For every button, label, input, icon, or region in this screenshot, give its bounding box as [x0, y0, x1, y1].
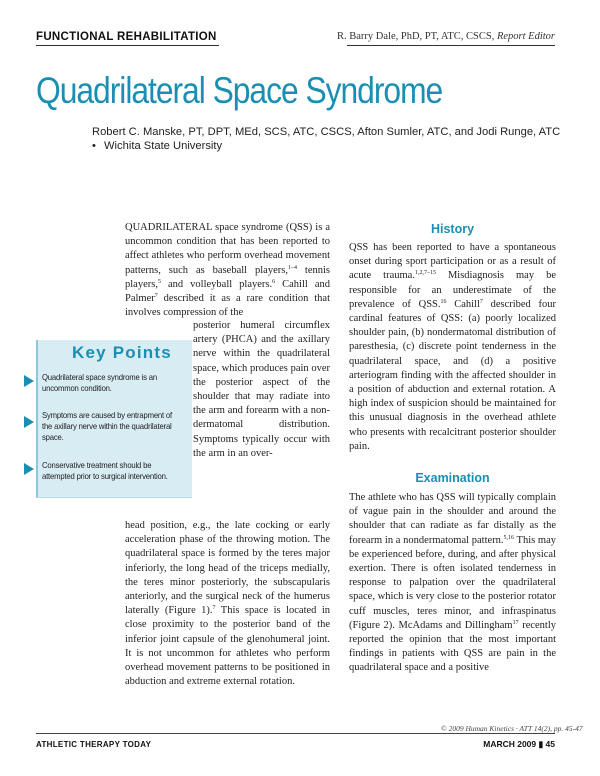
issue-page: MARCH 2009 ▮ 45	[483, 739, 555, 749]
arrow-right-icon	[24, 375, 34, 387]
affiliation-text: Wichita State University	[104, 140, 223, 152]
history-paragraph: QSS has been reported to have a spontaneous onset during sport participation or as a result of acute trauma.$^{1,2,7-15}$ Misdiagnosis may be responsible for an underestimate of the prevalence of QSS.$^{16}$ Cahill$^7$ described four cardinal features of QSS: (a) poorly localized shoulder pain, (b) nondermatomal distribution of paresthesia, (c) discrete point tenderness in the quadrilateral space, and (d) a positive arteriogram finding with the affected shoulder in a position of abduction and external rotation. A high index of suspicion should be maintained for this unusual diagnosis in the overhead athlete who presents with recalcitrant posterior shoulder pain.	[349, 242, 556, 452]
article-title: Quadrilateral Space Syndrome	[36, 70, 443, 111]
key-point-item: Quadrilateral space syndrome is an uncommon condition.	[42, 372, 157, 393]
examination-heading: Examination	[415, 471, 490, 485]
key-points-title: Key Points	[72, 343, 172, 362]
arrow-right-icon	[24, 416, 34, 428]
intro-paragraph-top: QUADRILATERAL space syndrome (QSS) is a uncommon condition that has been reported to affect athletes who perform overhead movement patterns, such as baseball players,$^{1-4}$ tennis players,$^5$ and volleyball players.$^6$ Cahill and Palmer$^7$ described it as a rare condition that involves compression of the	[125, 222, 330, 319]
key-point-item: Symptoms are caused by entrapment of the axillary nerve within the quadrilateral space.	[42, 410, 172, 442]
editor-role: Report Editor	[496, 31, 555, 42]
examination-paragraph: The athlete who has QSS will typically complain of vague pain in the shoulder and around the shoulder that can radiate as far distally as the forearm in a nondermatomal pattern.$^{5,16}$ This may be experienced before, during, and after physical exertion. There is often isolated tenderness in response to palpation over the quadrilateral space, which is very close to the posterior rotator cuff muscles, teres minor, and infraspinatus (Figure 2). McAdams and Dillingham$^{17}$ recently reported the opinion that the most important findings in patients with QSS are pain in the quadrilateral space and a positive	[349, 492, 557, 674]
report-editor	[337, 31, 555, 42]
copyright-credit: © 2009 Human Kinetics · ATT 14(2), pp. 45-47	[441, 724, 583, 733]
header-rule-right	[347, 45, 555, 46]
header-rule-left	[36, 45, 219, 46]
footer-rule	[36, 733, 555, 734]
intro-paragraph-bottom: head position, e.g., the late cocking or early acceleration phase of the throwing motion. The quadrilateral space is formed by the teres major inferiorly, the long head of the triceps medially, the teres minor posteriorly, the subscapularis anteriorly, and the surgical neck of the humerus laterally (Figure 1).$^7$ This space is located in close proximity to the posterior band of the inferior joint capsule of the glenohumeral joint. It is not uncommon for athletes who perform overhead movement patterns to be positioned in abduction and extreme external rotation.	[125, 520, 330, 688]
section-label: FUNCTIONAL REHABILITATION	[36, 31, 217, 43]
arrow-right-icon	[24, 463, 34, 475]
key-point-item: Conservative treatment should be attempted prior to surgical intervention.	[42, 460, 168, 481]
intro-paragraph-wrap: posterior humeral circumflex artery (PHCA) and the axillary nerve within the quadrilateral space, which produces pain over the posterior aspect of the shoulder that may radiate into the arm and forearm with a non-dermatomal distribution. Symptoms typically occur with the arm in an over-	[193, 320, 330, 459]
authors: Robert C. Manske, PT, DPT, MEd, SCS, ATC, CSCS, Afton Sumler, ATC, and Jodi Runge, ATC	[92, 126, 561, 138]
journal-name: ATHLETIC THERAPY TODAY	[36, 740, 152, 749]
editor-name: R. Barry Dale, PhD, PT, ATC, CSCS,	[337, 31, 495, 42]
affiliation	[92, 140, 222, 152]
bullet-icon: •	[92, 140, 96, 152]
history-heading: History	[430, 222, 475, 236]
